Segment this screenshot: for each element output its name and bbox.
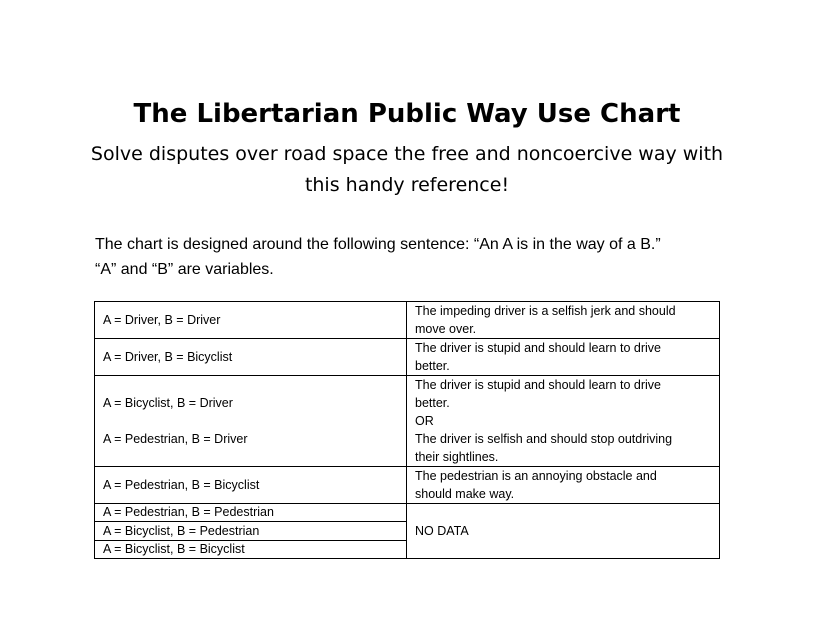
page-subtitle: Solve disputes over road space the free and noncoercive way with this handy reference! xyxy=(90,143,724,196)
verdict-cell xyxy=(407,302,720,339)
condition-cell: A = Bicyclist, B = Bicyclist xyxy=(95,541,407,559)
verdict-line: The driver is selfish and should stop outdriving xyxy=(415,432,673,446)
verdict-line: their sightlines. xyxy=(415,450,499,464)
use-chart-table xyxy=(94,301,720,559)
verdict-line: The impeding driver is a selfish jerk and should xyxy=(415,304,676,318)
condition-cell: A = Pedestrian, B = Pedestrian xyxy=(95,504,407,522)
condition-line: A = Pedestrian, B = Driver xyxy=(103,432,248,446)
intro-line-2: “A” and “B” are variables. xyxy=(95,261,274,278)
condition-cell: A = Pedestrian, B = Bicyclist xyxy=(95,467,407,504)
verdict-line: better. xyxy=(415,396,450,410)
table-row xyxy=(95,376,720,467)
verdict-line: The pedestrian is an annoying obstacle and xyxy=(415,469,657,483)
page-title: The Libertarian Public Way Use Chart xyxy=(133,99,681,129)
verdict-cell xyxy=(407,339,720,376)
condition-cell: A = Bicyclist, B = Pedestrian xyxy=(95,522,407,541)
condition-cell xyxy=(95,376,407,467)
condition-line: A = Bicyclist, B = Driver xyxy=(103,396,233,410)
table-row xyxy=(95,339,720,376)
verdict-cell xyxy=(407,467,720,504)
verdict-line: move over. xyxy=(415,322,477,336)
no-data-cell: NO DATA xyxy=(407,504,720,559)
table-row xyxy=(95,467,720,504)
verdict-line: The driver is stupid and should learn to drive xyxy=(415,341,661,355)
intro-line-1: The chart is designed around the following sentence: “An A is in the way of a B.” xyxy=(95,236,661,253)
verdict-line: The driver is stupid and should learn to drive xyxy=(415,378,661,392)
verdict-line: better. xyxy=(415,359,450,373)
verdict-cell xyxy=(407,376,720,467)
table-row xyxy=(95,504,720,522)
intro-text xyxy=(95,232,735,282)
condition-cell: A = Driver, B = Bicyclist xyxy=(95,339,407,376)
spacer xyxy=(103,412,398,430)
verdict-or: OR xyxy=(415,414,434,428)
condition-cell: A = Driver, B = Driver xyxy=(95,302,407,339)
verdict-line: should make way. xyxy=(415,487,515,501)
table-row xyxy=(95,302,720,339)
